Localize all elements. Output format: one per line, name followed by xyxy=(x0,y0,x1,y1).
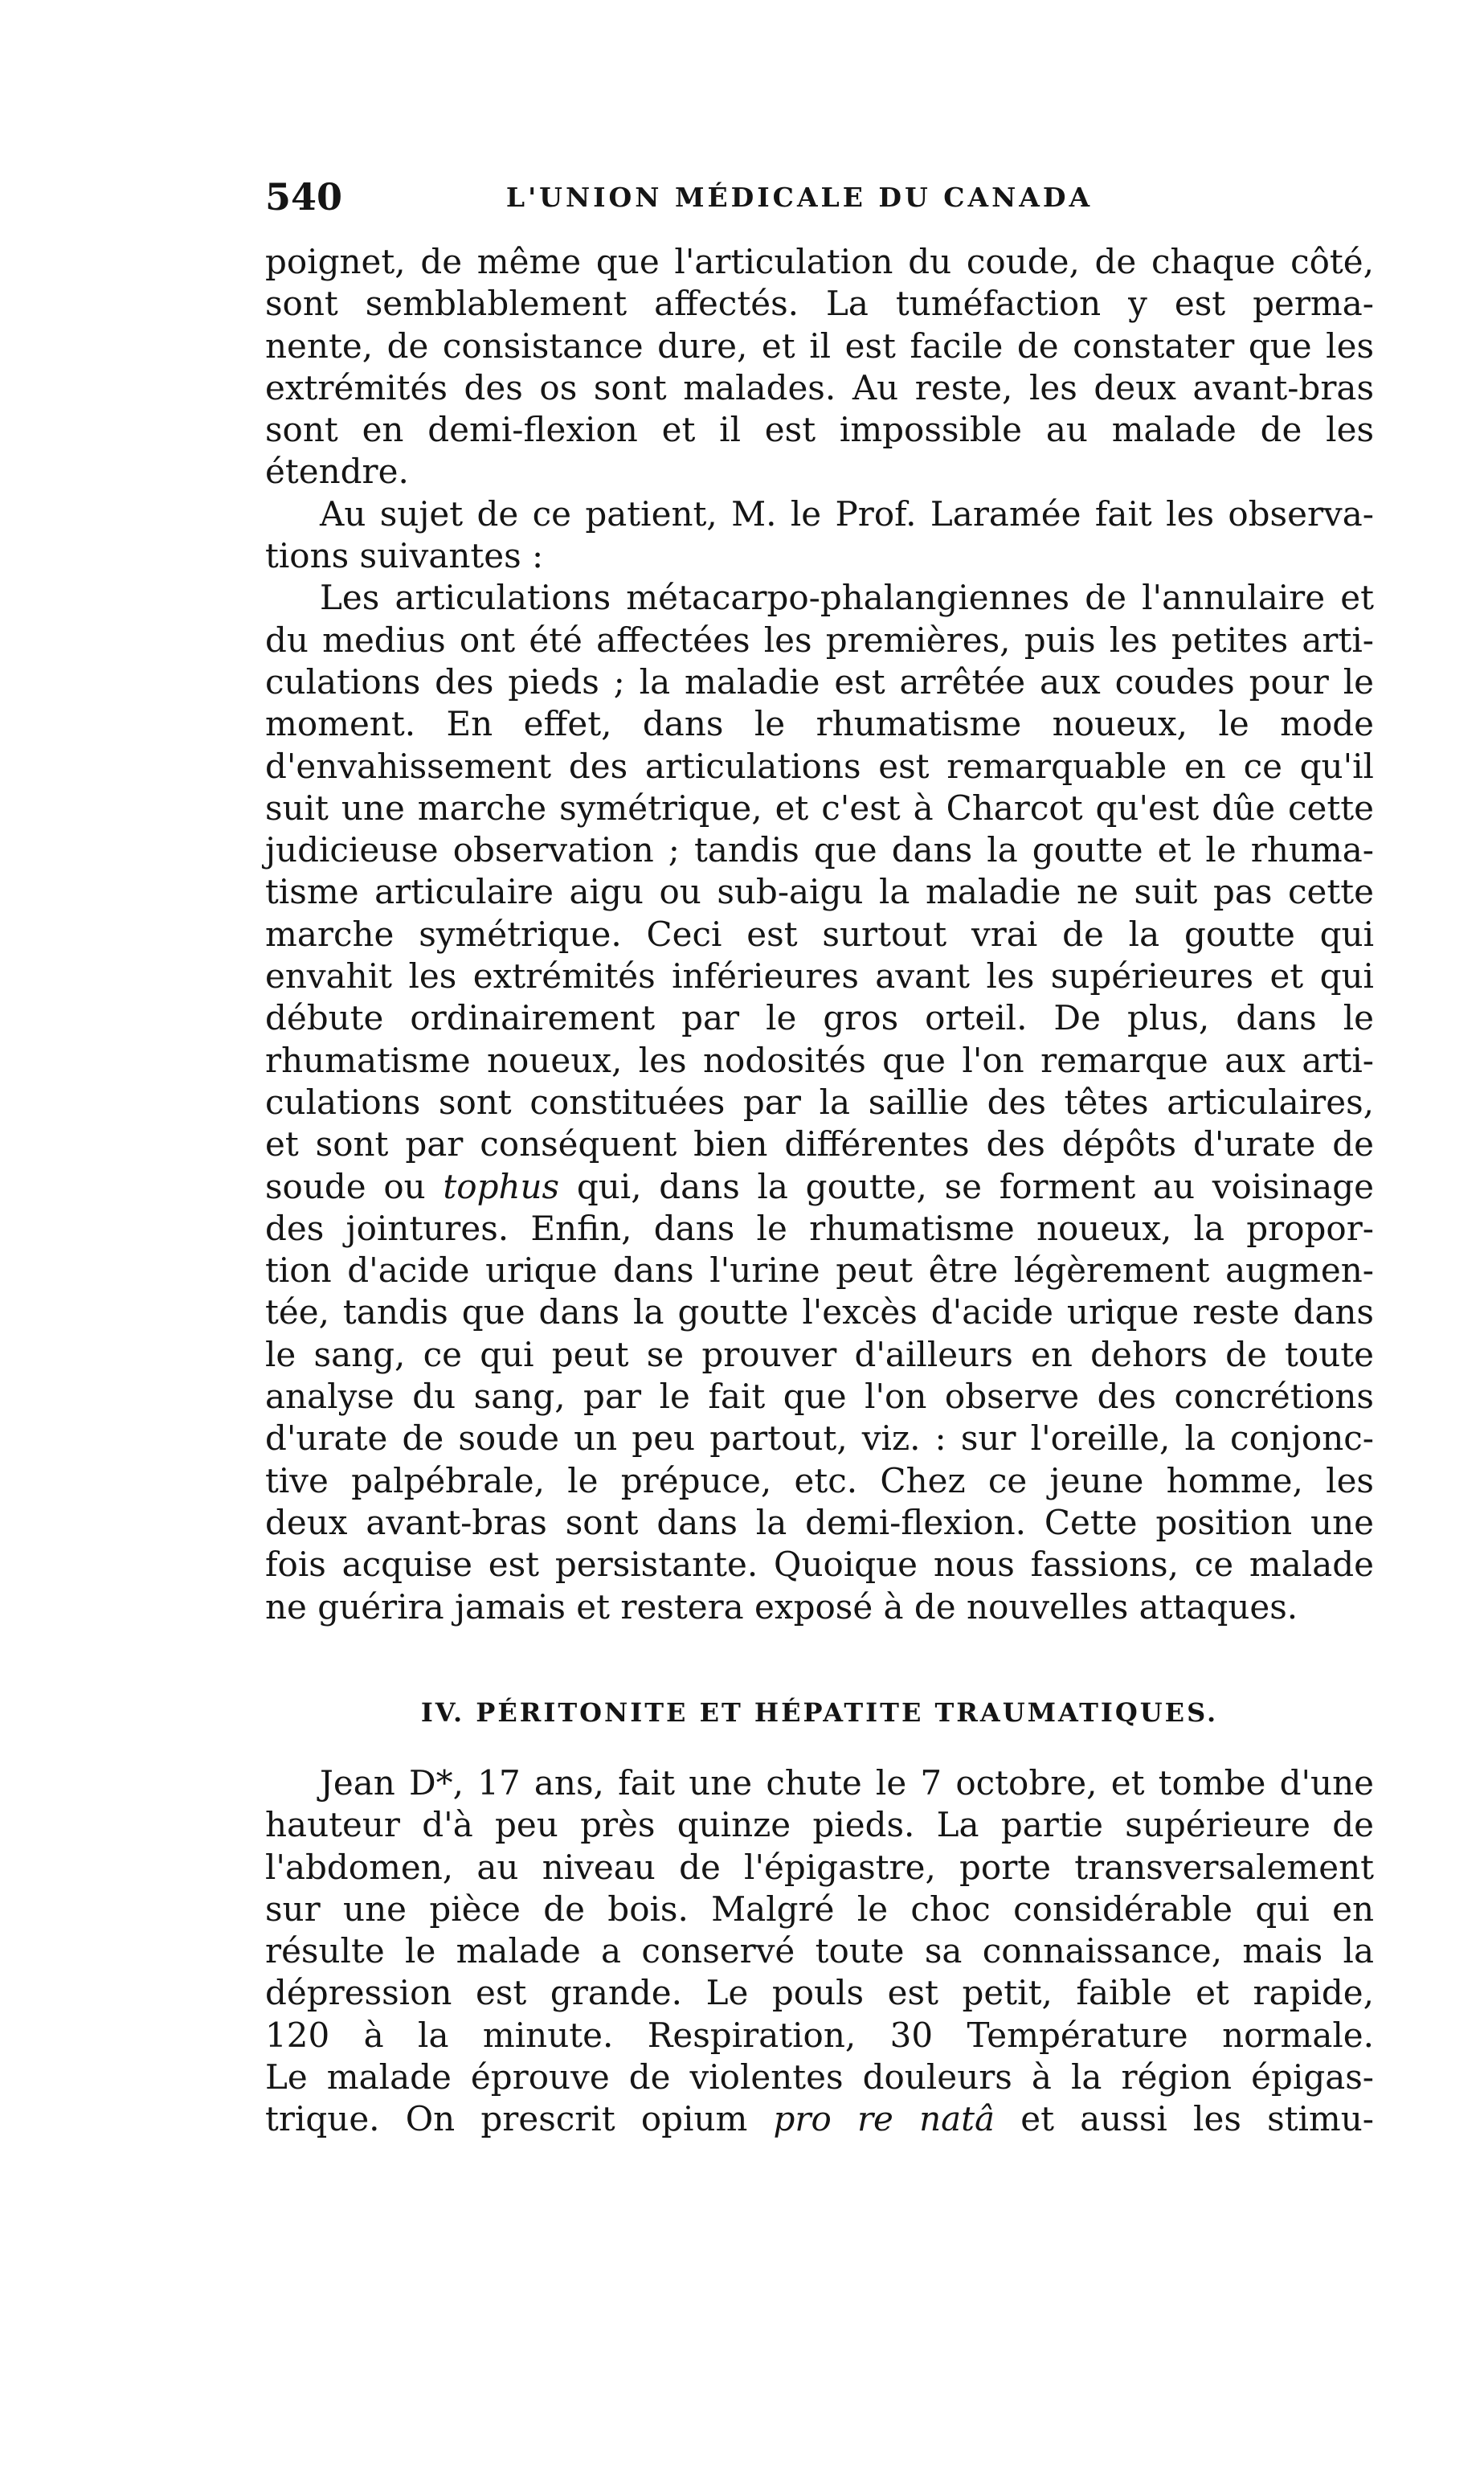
body-text xyxy=(265,241,1374,1628)
text-line: nente, de consistance dure, et il est facile de constater que les xyxy=(265,325,1374,366)
text-line: Le malade éprouve de violentes douleurs à la région épigas- xyxy=(265,2057,1374,2097)
text-line: tions suivantes : xyxy=(265,536,544,576)
text-line: extrémités des os sont malades. Au reste, les deux avant-bras xyxy=(265,367,1374,407)
text-segment: qui, dans la goutte, se forment au voisinage xyxy=(559,1166,1374,1206)
paragraph-1 xyxy=(265,241,1374,493)
text-line: sont en demi-flexion et il est impossible au malade de les xyxy=(265,410,1374,450)
text-line: sont semblablement affectés. La tuméfaction y est perma- xyxy=(265,284,1374,324)
text-line: ne guérira jamais et restera exposé à de nouvelles attaques. xyxy=(265,1586,1298,1627)
text-line: d'urate de soude un peu partout, viz. : sur l'oreille, la conjonc- xyxy=(265,1418,1374,1459)
text-line: tion d'acide urique dans l'urine peut être légèrement augmen- xyxy=(265,1250,1374,1291)
text-line: tisme articulaire aigu ou sub-aigu la maladie ne suit pas cette xyxy=(265,872,1374,912)
text-line: sur une pièce de bois. Malgré le choc considérable qui en xyxy=(265,1889,1374,1929)
text-line: tée, tandis que dans la goutte l'excès d'acide urique reste dans xyxy=(265,1292,1374,1332)
text-line: judicieuse observation ; tandis que dans la goutte et le rhuma- xyxy=(265,830,1374,870)
text-line: deux avant-bras sont dans la demi-flexion. Cette position une xyxy=(265,1502,1374,1542)
italic-term: pro re natâ xyxy=(773,2099,995,2139)
paragraph-3 xyxy=(265,577,1374,1627)
text-line-with-italic xyxy=(265,1166,1374,1208)
text-line: Jean D*, 17 ans, fait une chute le 7 octobre, et tombe d'une xyxy=(320,1763,1374,1803)
text-line: culations sont constituées par la saillie des têtes articulaires, xyxy=(265,1082,1374,1122)
text-line: envahit les extrémités inférieures avant les supérieures et qui xyxy=(265,956,1374,997)
text-line: des jointures. Enfin, dans le rhumatisme noueux, la propor- xyxy=(265,1208,1374,1248)
text-line: et sont par conséquent bien différentes des dépôts d'urate de xyxy=(265,1124,1374,1164)
text-line: résulte le malade a conservé toute sa connaissance, mais la xyxy=(265,1931,1374,1971)
text-segment: trique. On prescrit opium xyxy=(265,2099,774,2139)
text-line: du medius ont été affectées les premières, puis les petites arti- xyxy=(265,620,1374,660)
text-line: Les articulations métacarpo-phalangiennes de l'annulaire et xyxy=(320,578,1374,618)
text-line: suit une marche symétrique, et c'est à Charcot qu'est dûe cette xyxy=(265,788,1374,828)
text-line: moment. En effet, dans le rhumatisme noueux, le mode xyxy=(265,704,1374,744)
page-number: 540 xyxy=(265,175,343,219)
text-line: rhumatisme noueux, les nodosités que l'on remarque aux arti- xyxy=(265,1040,1374,1080)
text-line: Au sujet de ce patient, M. le Prof. Laramée fait les observa- xyxy=(320,493,1374,534)
italic-term: tophus xyxy=(443,1166,560,1206)
text-line: analyse du sang, par le fait que l'on observe des concrétions xyxy=(265,1377,1374,1417)
text-line: l'abdomen, au niveau de l'épigastre, porte transversalement xyxy=(265,1847,1374,1887)
page-header xyxy=(265,175,1334,223)
text-line-with-italic xyxy=(265,2098,1374,2140)
paragraph-2 xyxy=(265,493,1374,578)
section-heading: IV. PÉRITONITE ET HÉPATITE TRAUMATIQUES. xyxy=(420,1697,1219,1728)
text-line: hauteur d'à peu près quinze pieds. La partie supérieure de xyxy=(265,1805,1374,1845)
text-line: tive palpébrale, le prépuce, etc. Chez ce jeune homme, les xyxy=(265,1460,1374,1500)
text-line: étendre. xyxy=(265,452,409,492)
text-segment: et aussi les stimu- xyxy=(995,2099,1374,2139)
text-line: 120 à la minute. Respiration, 30 Température normale. xyxy=(265,2015,1374,2055)
text-line: d'envahissement des articulations est remarquable en ce qu'il xyxy=(265,746,1374,786)
running-title: L'UNION MÉDICALE DU CANADA xyxy=(505,182,1094,213)
text-line: débute ordinairement par le gros orteil. De plus, dans le xyxy=(265,998,1374,1038)
text-line: marche symétrique. Ceci est surtout vrai de la goutte qui xyxy=(265,914,1374,954)
text-line: dépression est grande. Le pouls est petit, faible et rapide, xyxy=(265,1973,1374,2013)
text-line: le sang, ce qui peut se prouver d'ailleurs en dehors de toute xyxy=(265,1334,1374,1374)
text-line: fois acquise est persistante. Quoique nous fassions, ce malade xyxy=(265,1545,1374,1585)
text-line: poignet, de même que l'articulation du coude, de chaque côté, xyxy=(265,242,1374,281)
paragraph-4 xyxy=(265,1762,1374,2141)
text-line: culations des pieds ; la maladie est arrêtée aux coudes pour le xyxy=(265,661,1374,702)
text-segment: soude ou xyxy=(265,1166,444,1206)
body-text-section-4 xyxy=(265,1762,1374,2141)
